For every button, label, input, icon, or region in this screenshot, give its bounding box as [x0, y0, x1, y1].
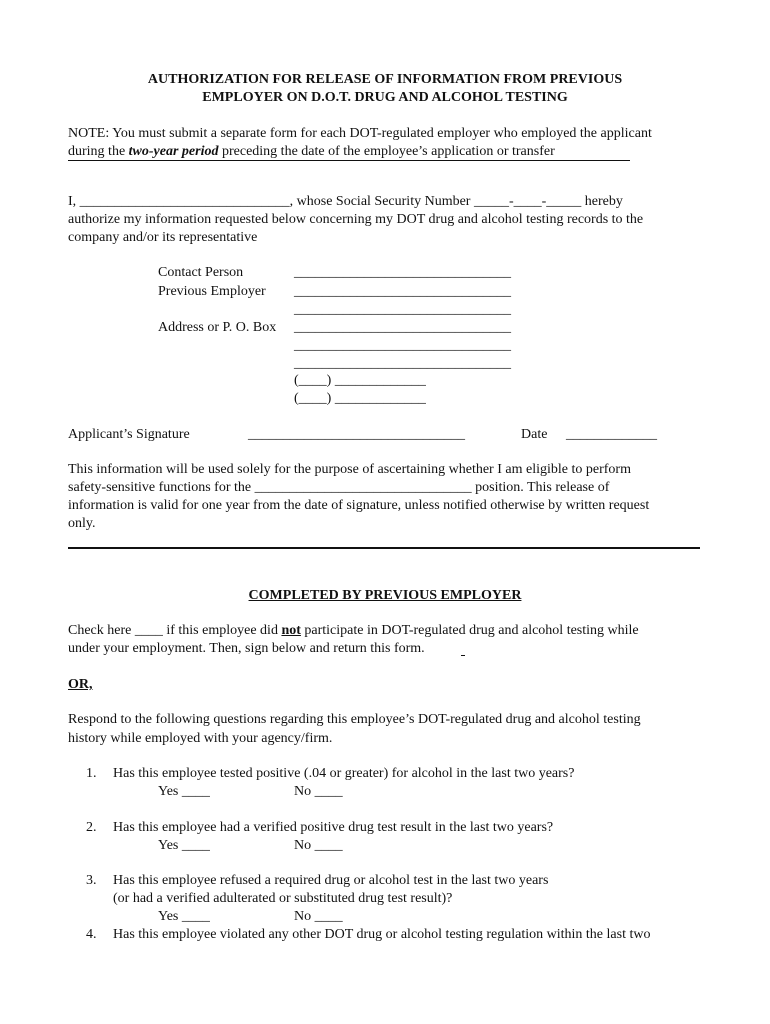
respond-line-2: history while employed with your agency/firm.	[68, 731, 333, 746]
question-4-number: 4.	[86, 927, 97, 942]
note-two-year-period: two-year period	[128, 144, 219, 159]
question-1-text: Has this employee tested positive (.04 or greater) for alcohol in the last two years?	[113, 766, 575, 781]
question-3-no[interactable]: No ____	[294, 909, 343, 924]
check-line-1	[68, 622, 639, 640]
form-title-line-1: AUTHORIZATION FOR RELEASE OF INFORMATION FROM PREVIOUS	[147, 72, 623, 87]
note-line-2-post: preceding the date of the employee’s application or transfer	[218, 144, 555, 159]
contact-person-field[interactable]: _______________________________	[294, 265, 511, 280]
or-label: OR,	[68, 677, 93, 692]
question-2-yes[interactable]: Yes ____	[158, 838, 210, 853]
address-field-3[interactable]: _______________________________	[294, 356, 511, 371]
purpose-line-4: only.	[68, 516, 96, 531]
previous-employer-field-2[interactable]: _______________________________	[294, 302, 511, 317]
note-underline	[68, 160, 630, 161]
purpose-line-3: information is valid for one year from the date of signature, unless notified otherwise by written request	[68, 498, 650, 513]
contact-person-label: Contact Person	[158, 265, 244, 280]
question-2-no[interactable]: No ____	[294, 838, 343, 853]
authorization-line-1: I, ______________________________, whose Social Security Number _____-____-_____ hereby	[68, 194, 623, 209]
check-line-2: under your employment. Then, sign below and return this form.	[68, 641, 425, 656]
question-3-text-2: (or had a verified adulterated or substituted drug test result)?	[113, 891, 453, 906]
question-3-text: Has this employee refused a required drug or alcohol test in the last two years	[113, 873, 549, 888]
respond-line-1: Respond to the following questions regarding this employee’s DOT-regulated drug and alcohol testing	[68, 712, 641, 727]
phone-field-2[interactable]: (____) _____________	[294, 391, 426, 406]
question-2-number: 2.	[86, 820, 97, 835]
note-line-1: NOTE: You must submit a separate form for each DOT-regulated employer who employed the applicant	[68, 126, 652, 141]
check-line-1-post: participate in DOT-regulated drug and alcohol testing while	[300, 623, 639, 638]
section-divider	[68, 547, 700, 549]
previous-employer-field[interactable]: _______________________________	[294, 284, 511, 299]
note-line-2-pre: during the	[68, 144, 129, 159]
address-field-1[interactable]: _______________________________	[294, 320, 511, 335]
authorization-line-3: company and/or its representative	[68, 230, 258, 245]
question-1-number: 1.	[86, 766, 97, 781]
question-4-text: Has this employee violated any other DOT drug or alcohol testing regulation within the last two	[113, 927, 651, 942]
purpose-line-2: safety-sensitive functions for the _______________________________ position. This release of	[68, 480, 610, 495]
address-label: Address or P. O. Box	[158, 320, 277, 335]
previous-employer-heading: COMPLETED BY PREVIOUS EMPLOYER	[248, 588, 522, 603]
question-3-number: 3.	[86, 873, 97, 888]
question-1-yes[interactable]: Yes ____	[158, 784, 210, 799]
date-field[interactable]: _____________	[566, 427, 657, 442]
purpose-line-1: This information will be used solely for the purpose of ascertaining whether I am eligible to perform	[68, 462, 631, 477]
not-emphasis: not	[281, 623, 301, 638]
date-label: Date	[521, 427, 548, 442]
check-line-2-underline	[461, 655, 465, 656]
form-title-line-2: EMPLOYER ON D.O.T. DRUG AND ALCOHOL TESTING	[202, 90, 568, 105]
authorization-line-2: authorize my information requested below concerning my DOT drug and alcohol testing records to the	[68, 212, 644, 227]
question-2-text: Has this employee had a verified positive drug test result in the last two years?	[113, 820, 554, 835]
phone-field-1[interactable]: (____) _____________	[294, 373, 426, 388]
applicant-signature-label: Applicant’s Signature	[68, 427, 190, 442]
note-line-2	[68, 143, 555, 161]
address-field-2[interactable]: _______________________________	[294, 338, 511, 353]
applicant-signature-field[interactable]: _______________________________	[248, 427, 465, 442]
question-3-yes[interactable]: Yes ____	[158, 909, 210, 924]
previous-employer-label: Previous Employer	[158, 284, 266, 299]
question-1-no[interactable]: No ____	[294, 784, 343, 799]
check-line-1-pre: Check here ____ if this employee did	[68, 623, 282, 638]
